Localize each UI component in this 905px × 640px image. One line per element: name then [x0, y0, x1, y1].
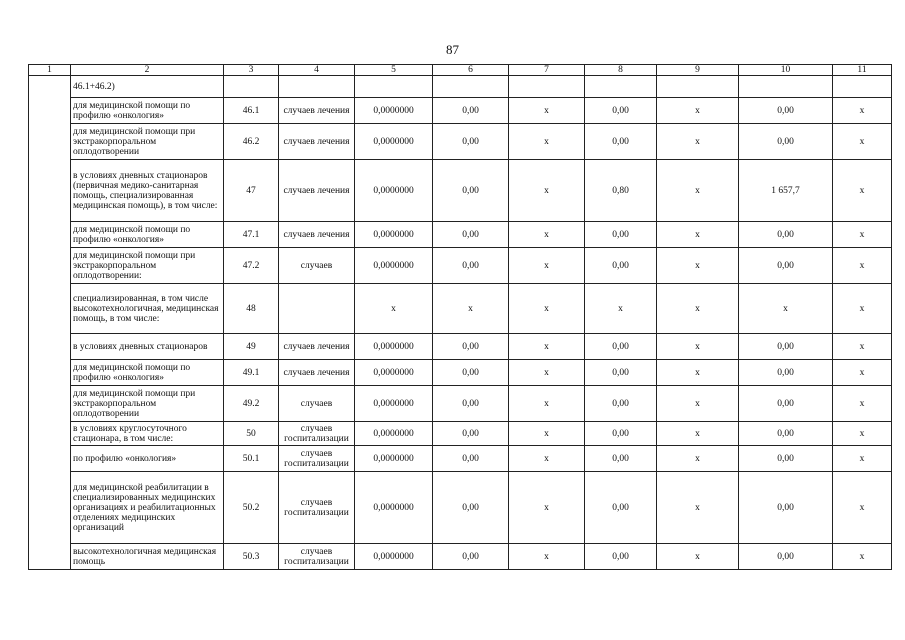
- value-cell-10: x: [739, 284, 833, 334]
- row-name-cell: по профилю «онкология»: [71, 446, 224, 472]
- value-cell-11: x: [833, 422, 892, 446]
- value-cell-10: 1 657,7: [739, 160, 833, 222]
- value-cell-9: x: [657, 446, 739, 472]
- value-cell-10: 0,00: [739, 334, 833, 360]
- value-cell-9: x: [657, 472, 739, 544]
- row-code-cell: 46.2: [224, 124, 279, 160]
- row-unit-cell: случаев госпитализации: [279, 544, 355, 570]
- value-cell-10: 0,00: [739, 124, 833, 160]
- value-cell-11: x: [833, 472, 892, 544]
- value-cell-9: x: [657, 360, 739, 386]
- table-row: [29, 472, 892, 544]
- table-row: [29, 360, 892, 386]
- column-header: 3: [224, 65, 279, 76]
- table-row: [29, 76, 892, 98]
- row-code-cell: 46.1: [224, 98, 279, 124]
- table-row: [29, 422, 892, 446]
- table-row: [29, 222, 892, 248]
- value-cell-8: 0,00: [585, 334, 657, 360]
- row-code-cell: 50.1: [224, 446, 279, 472]
- value-cell-7: x: [509, 334, 585, 360]
- value-cell-9: x: [657, 544, 739, 570]
- data-table: [28, 64, 892, 570]
- value-cell-7: x: [509, 446, 585, 472]
- value-cell-11: x: [833, 248, 892, 284]
- value-cell-8: 0,00: [585, 98, 657, 124]
- value-cell-5: 0,0000000: [355, 386, 433, 422]
- value-cell-8: x: [585, 284, 657, 334]
- value-cell-5: 0,0000000: [355, 124, 433, 160]
- column-header: 10: [739, 65, 833, 76]
- row-code-cell: 47.1: [224, 222, 279, 248]
- row-name-cell: для медицинской реабилитации в специализированных медицинских организациях и реабилитационных отделениях медицинских организаций: [71, 472, 224, 544]
- row-unit-cell: случаев госпитализации: [279, 422, 355, 446]
- value-cell-7: x: [509, 284, 585, 334]
- value-cell-5: 0,0000000: [355, 360, 433, 386]
- value-cell-10: 0,00: [739, 360, 833, 386]
- value-cell-10: [739, 76, 833, 98]
- row-name-cell: 46.1+46.2): [71, 76, 224, 98]
- value-cell-8: 0,00: [585, 544, 657, 570]
- value-cell-10: 0,00: [739, 472, 833, 544]
- table-row: [29, 124, 892, 160]
- value-cell-6: 0,00: [433, 472, 509, 544]
- value-cell-10: 0,00: [739, 248, 833, 284]
- value-cell-11: x: [833, 360, 892, 386]
- column-header: 8: [585, 65, 657, 76]
- value-cell-5: 0,0000000: [355, 160, 433, 222]
- row-code-cell: 48: [224, 284, 279, 334]
- table-row: [29, 386, 892, 422]
- value-cell-8: 0,00: [585, 422, 657, 446]
- row-unit-cell: случаев: [279, 386, 355, 422]
- row-name-cell: специализированная, в том числе высокотехнологичная, медицинская помощь, в том числе:: [71, 284, 224, 334]
- column-header: 1: [29, 65, 71, 76]
- column-header: 2: [71, 65, 224, 76]
- row-unit-cell: случаев лечения: [279, 98, 355, 124]
- value-cell-5: x: [355, 284, 433, 334]
- value-cell-5: 0,0000000: [355, 544, 433, 570]
- value-cell-11: x: [833, 284, 892, 334]
- row-unit-cell: [279, 284, 355, 334]
- value-cell-7: x: [509, 222, 585, 248]
- column-header: 6: [433, 65, 509, 76]
- value-cell-7: x: [509, 98, 585, 124]
- header-row: [29, 65, 892, 76]
- row-name-cell: в условиях дневных стационаров: [71, 334, 224, 360]
- value-cell-11: x: [833, 544, 892, 570]
- row-unit-cell: случаев госпитализации: [279, 472, 355, 544]
- value-cell-11: x: [833, 334, 892, 360]
- value-cell-6: x: [433, 284, 509, 334]
- row-code-cell: 49.2: [224, 386, 279, 422]
- value-cell-8: 0,00: [585, 386, 657, 422]
- value-cell-7: x: [509, 422, 585, 446]
- value-cell-11: x: [833, 98, 892, 124]
- value-cell-11: x: [833, 386, 892, 422]
- value-cell-8: 0,00: [585, 446, 657, 472]
- value-cell-11: x: [833, 222, 892, 248]
- value-cell-5: 0,0000000: [355, 446, 433, 472]
- value-cell-10: 0,00: [739, 544, 833, 570]
- row-name-cell: для медицинской помощи по профилю «онкология»: [71, 222, 224, 248]
- row-code-cell: 50.3: [224, 544, 279, 570]
- value-cell-5: [355, 76, 433, 98]
- table-row: [29, 284, 892, 334]
- row-name-cell: высокотехнологичная медицинская помощь: [71, 544, 224, 570]
- value-cell-9: x: [657, 284, 739, 334]
- value-cell-9: x: [657, 160, 739, 222]
- value-cell-7: x: [509, 386, 585, 422]
- column-header: 11: [833, 65, 892, 76]
- value-cell-6: 0,00: [433, 222, 509, 248]
- value-cell-6: 0,00: [433, 422, 509, 446]
- value-cell-5: 0,0000000: [355, 98, 433, 124]
- value-cell-5: 0,0000000: [355, 222, 433, 248]
- row-code-cell: 47.2: [224, 248, 279, 284]
- value-cell-10: 0,00: [739, 446, 833, 472]
- value-cell-7: x: [509, 160, 585, 222]
- row-name-cell: для медицинской помощи при экстракорпоральном оплодотворении:: [71, 248, 224, 284]
- table-row: [29, 334, 892, 360]
- row-code-cell: 50: [224, 422, 279, 446]
- value-cell-7: [509, 76, 585, 98]
- value-cell-9: x: [657, 222, 739, 248]
- column-header: 4: [279, 65, 355, 76]
- value-cell-9: x: [657, 248, 739, 284]
- row-unit-cell: случаев лечения: [279, 124, 355, 160]
- value-cell-7: x: [509, 544, 585, 570]
- value-cell-6: 0,00: [433, 248, 509, 284]
- table-body: [29, 76, 892, 570]
- row-name-cell: для медицинской помощи по профилю «онкология»: [71, 98, 224, 124]
- table-row: [29, 98, 892, 124]
- column-header: 7: [509, 65, 585, 76]
- row-name-cell: для медицинской помощи при экстракорпоральном оплодотворении: [71, 124, 224, 160]
- value-cell-6: 0,00: [433, 334, 509, 360]
- row-code-cell: [224, 76, 279, 98]
- row-unit-cell: случаев госпитализации: [279, 446, 355, 472]
- value-cell-5: 0,0000000: [355, 422, 433, 446]
- value-cell-8: [585, 76, 657, 98]
- table-row: [29, 160, 892, 222]
- value-cell-8: 0,00: [585, 124, 657, 160]
- row-code-cell: 47: [224, 160, 279, 222]
- value-cell-11: x: [833, 160, 892, 222]
- row-unit-cell: случаев лечения: [279, 160, 355, 222]
- row-name-cell: для медицинской помощи по профилю «онкология»: [71, 360, 224, 386]
- row-name-cell: в условиях круглосуточного стационара, в том числе:: [71, 422, 224, 446]
- row-unit-cell: случаев: [279, 248, 355, 284]
- value-cell-6: 0,00: [433, 544, 509, 570]
- value-cell-11: [833, 76, 892, 98]
- value-cell-8: 0,00: [585, 360, 657, 386]
- value-cell-9: [657, 76, 739, 98]
- value-cell-6: 0,00: [433, 124, 509, 160]
- value-cell-5: 0,0000000: [355, 472, 433, 544]
- value-cell-6: 0,00: [433, 160, 509, 222]
- row-code-cell: 49.1: [224, 360, 279, 386]
- table-row: [29, 248, 892, 284]
- value-cell-9: x: [657, 422, 739, 446]
- row-unit-cell: случаев лечения: [279, 334, 355, 360]
- value-cell-9: x: [657, 124, 739, 160]
- column-header: 9: [657, 65, 739, 76]
- value-cell-10: 0,00: [739, 422, 833, 446]
- value-cell-11: x: [833, 124, 892, 160]
- value-cell-6: 0,00: [433, 446, 509, 472]
- row-name-cell: для медицинской помощи при экстракорпоральном оплодотворении: [71, 386, 224, 422]
- value-cell-9: x: [657, 334, 739, 360]
- value-cell-7: x: [509, 360, 585, 386]
- value-cell-8: 0,80: [585, 160, 657, 222]
- value-cell-8: 0,00: [585, 222, 657, 248]
- row-code-cell: 50.2: [224, 472, 279, 544]
- row-name-cell: в условиях дневных стационаров (первичная медико-санитарная помощь, специализированная медицинская помощь), в том числе:: [71, 160, 224, 222]
- value-cell-6: 0,00: [433, 386, 509, 422]
- value-cell-8: 0,00: [585, 248, 657, 284]
- value-cell-9: x: [657, 386, 739, 422]
- value-cell-5: 0,0000000: [355, 334, 433, 360]
- row-unit-cell: случаев лечения: [279, 360, 355, 386]
- table-row: [29, 544, 892, 570]
- value-cell-6: 0,00: [433, 360, 509, 386]
- column-header: 5: [355, 65, 433, 76]
- value-cell-7: x: [509, 472, 585, 544]
- value-cell-11: x: [833, 446, 892, 472]
- first-column-cell: [29, 76, 71, 570]
- row-unit-cell: [279, 76, 355, 98]
- value-cell-6: [433, 76, 509, 98]
- value-cell-10: 0,00: [739, 222, 833, 248]
- value-cell-10: 0,00: [739, 98, 833, 124]
- value-cell-5: 0,0000000: [355, 248, 433, 284]
- row-code-cell: 49: [224, 334, 279, 360]
- page-number: 87: [446, 42, 459, 57]
- value-cell-6: 0,00: [433, 98, 509, 124]
- value-cell-8: 0,00: [585, 472, 657, 544]
- table-row: [29, 446, 892, 472]
- row-unit-cell: случаев лечения: [279, 222, 355, 248]
- value-cell-9: x: [657, 98, 739, 124]
- value-cell-10: 0,00: [739, 386, 833, 422]
- value-cell-7: x: [509, 248, 585, 284]
- value-cell-7: x: [509, 124, 585, 160]
